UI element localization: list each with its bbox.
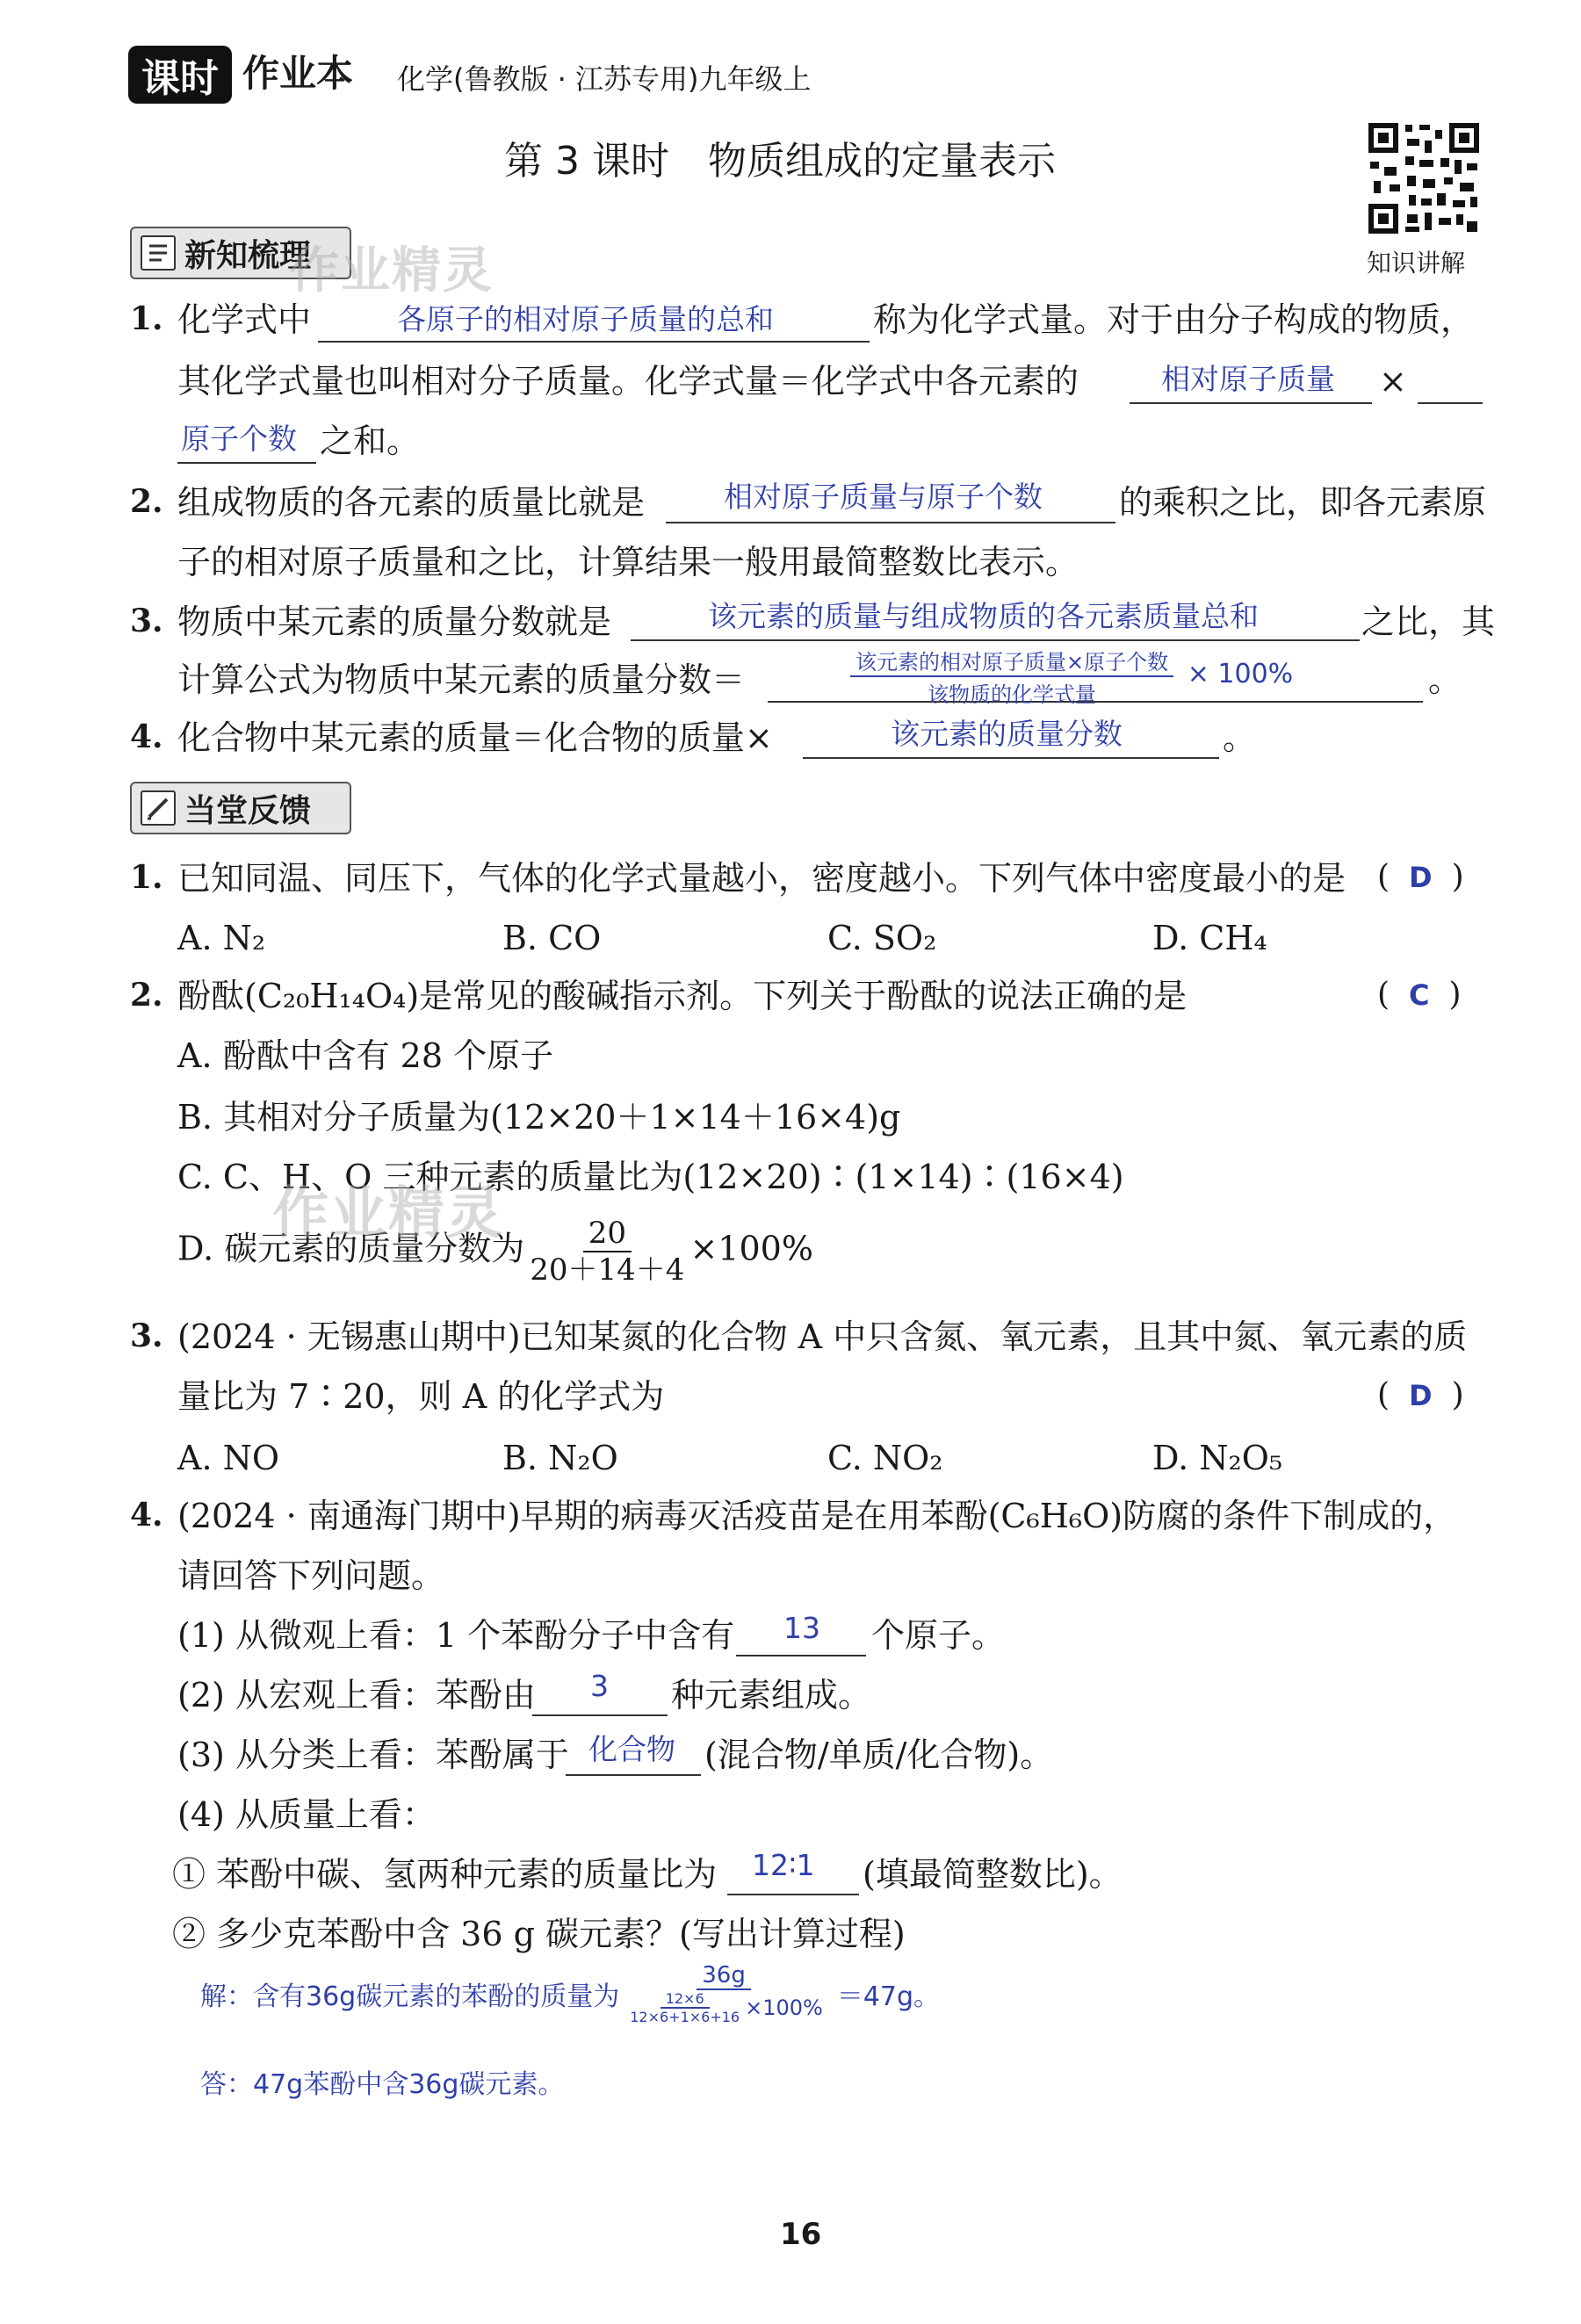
item-number: 2. [130, 483, 163, 520]
subquestion-text: (4) 从质量上看： [177, 1795, 436, 1834]
item-text: 子的相对原子质量和之比，计算结果一般用最简整数比表示。 [177, 543, 1079, 581]
answer-blank[interactable] [566, 1774, 701, 1776]
option-d[interactable]: D. N₂O₅ [1152, 1439, 1283, 1477]
option-d[interactable]: D. CH₄ [1152, 919, 1267, 957]
solution-fraction [619, 1962, 828, 2025]
item-text: 其化学式量也叫相对分子质量。化学式量＝化学式中各元素的 [177, 362, 1079, 401]
answer-bracket[interactable]: ( C ) [1377, 977, 1462, 1013]
fraction-numerator: 20 [583, 1216, 632, 1252]
question-text: 量比为 7∶20，则 A 的化学式为 [177, 1377, 665, 1416]
section-feedback [130, 782, 351, 834]
inner-denominator: 12×6+1×6+16 [630, 2009, 740, 2025]
subquestion-text: ② 多少克苯酚中含 36 g 碳元素？(写出计算过程) [172, 1915, 906, 1953]
answer-blank[interactable] [1418, 402, 1483, 404]
choice-answer: D [1409, 1379, 1433, 1412]
handwritten-answer: 13 [783, 1611, 820, 1645]
subquestion-text: ① 苯酚中碳、氢两种元素的质量比为 [172, 1855, 718, 1894]
item-text: 组成物质的各元素的质量比就是 [177, 483, 646, 522]
question-text: 请回答下列问题。 [177, 1556, 445, 1595]
handwritten-answer: 3 [590, 1669, 609, 1703]
item-number: 4. [130, 718, 163, 755]
subquestion-text: (混合物/单质/化合物)。 [704, 1736, 1054, 1774]
section-title: 当堂反馈 [184, 792, 312, 829]
answer-blank[interactable] [631, 639, 1360, 641]
answer-bracket[interactable]: ( D ) [1377, 859, 1464, 895]
solution-text: 解：含有36g碳元素的苯酚的质量为 [200, 1981, 620, 2012]
fraction-denominator: 该物质的化学式量 [928, 682, 1097, 707]
answer-blank[interactable] [532, 1714, 668, 1716]
subquestion-text: (2) 从宏观上看：苯酚由 [177, 1676, 536, 1714]
subquestion-text: 个原子。 [871, 1616, 1006, 1655]
brand-logo [128, 46, 232, 104]
item-text: 化学式中 [177, 300, 312, 339]
subquestion-text: (填最简整数比)。 [863, 1855, 1123, 1894]
answer-blank[interactable] [177, 462, 316, 464]
qr-code[interactable] [1367, 121, 1481, 235]
subject-label: 化学(鲁教版 · 江苏专用)九年级上 [397, 62, 812, 96]
item-text: × [1379, 362, 1407, 401]
handwritten-final-answer: 答：47g苯酚中含36g碳元素。 [200, 2069, 565, 2100]
item-text: 之比，其 [1361, 603, 1496, 641]
option-d-tail: ×100% [689, 1229, 813, 1268]
option-c[interactable]: C. C、H、O 三种元素的质量比为(12×20)∶(1×14)∶(16×4) [177, 1158, 1124, 1196]
handwritten-answer: 该元素的质量与组成物质的各元素质量总和 [708, 599, 1259, 633]
solution-result: ＝47g。 [836, 1981, 941, 2012]
handwritten-answer: 相对原子质量与原子个数 [724, 480, 1043, 514]
brand-text: 课时 [141, 56, 219, 101]
notebook-icon [141, 235, 176, 271]
question-number: 2. [130, 977, 163, 1014]
fraction-numerator: 36g [697, 1962, 751, 1990]
watermark: 作业精灵 [290, 242, 494, 300]
handwritten-answer: 相对原子质量 [1161, 362, 1335, 396]
question-text: (2024 · 南通海门期中)早期的病毒灭活疫苗是在用苯酚(C₆H₆O)防腐的条件下制成的， [177, 1497, 1457, 1535]
item-text: 。 [1428, 660, 1462, 699]
item-text: 计算公式为物质中某元素的质量分数＝ [177, 660, 746, 699]
item-number: 1. [130, 300, 163, 337]
question-text: (2024 · 无锡惠山期中)已知某氮的化合物 A 中只含氮、氧元素，且其中氮、氧元素的质 [177, 1317, 1468, 1356]
answer-blank[interactable] [727, 1894, 859, 1895]
subquestion-text: (1) 从微观上看：1 个苯酚分子中含有 [177, 1616, 735, 1655]
handwritten-answer: 12∶1 [752, 1848, 815, 1882]
answer-bracket[interactable]: ( D ) [1377, 1377, 1464, 1413]
inner-numerator: 12×6 [661, 1990, 710, 2009]
answer-blank[interactable] [666, 522, 1115, 523]
option-c[interactable]: C. NO₂ [827, 1439, 943, 1477]
inner-fraction [624, 1990, 745, 2025]
brand-subtitle: 作业本 [242, 52, 354, 95]
choice-answer: C [1409, 978, 1430, 1012]
answer-blank[interactable] [803, 757, 1219, 759]
question-number: 3. [130, 1317, 163, 1354]
pencil-icon [141, 790, 176, 826]
item-text: 之和。 [320, 422, 421, 460]
answer-blank[interactable] [736, 1655, 866, 1656]
handwritten-formula [850, 645, 1293, 708]
section-title: 新知梳理 [184, 237, 312, 274]
item-text: 的乘积之比，即各元素原 [1119, 483, 1487, 522]
question-number: 1. [130, 859, 163, 896]
option-b[interactable]: B. N₂O [502, 1439, 618, 1477]
choice-answer: D [1409, 861, 1433, 894]
item-text: 称为化学式量。对于由分子构成的物质， [873, 300, 1475, 339]
formula-fraction [850, 645, 1173, 708]
option-b[interactable]: B. 其相对分子质量为(12×20＋1×14＋16×4)g [177, 1098, 901, 1137]
qr-code-graphic [1367, 121, 1481, 235]
qr-label: 知识讲解 [1367, 249, 1466, 278]
fraction-denominator: 20＋14＋4 [530, 1252, 685, 1288]
lesson-title: 第 3 课时 物质组成的定量表示 [504, 139, 1056, 184]
option-a[interactable]: A. NO [177, 1439, 280, 1477]
page-number: 16 [780, 2217, 822, 2252]
item-text: 化合物中某元素的质量＝化合物的质量× [177, 718, 773, 757]
question-number: 4. [130, 1497, 163, 1534]
item-text: 物质中某元素的质量分数就是 [177, 603, 612, 641]
handwritten-answer: 原子个数 [181, 422, 297, 456]
percent-factor: × 100% [1187, 659, 1294, 689]
option-b[interactable]: B. CO [502, 919, 602, 957]
subquestion-text: 种元素组成。 [671, 1676, 872, 1714]
subquestion-text: (3) 从分类上看：苯酚属于 [177, 1736, 569, 1774]
handwritten-answer: 各原子的相对原子质量的总和 [397, 302, 774, 336]
option-d-fraction [524, 1216, 689, 1288]
answer-blank[interactable] [1130, 402, 1372, 404]
option-a[interactable]: A. 酚酞中含有 28 个原子 [177, 1036, 554, 1075]
item-text: 。 [1223, 718, 1257, 757]
answer-blank[interactable] [318, 341, 870, 343]
fraction-numerator: 该元素的相对原子质量×原子个数 [850, 645, 1173, 677]
handwritten-answer: 该元素的质量分数 [891, 717, 1123, 751]
watermark: 作业精灵 [272, 1181, 504, 1246]
handwritten-solution [200, 1962, 940, 2025]
fraction-denominator [619, 1990, 828, 2025]
question-text: 已知同温、同压下，气体的化学式量越小，密度越小。下列气体中密度最小的是 [177, 859, 1346, 898]
question-text: 酚酞(C₂₀H₁₄O₄)是常见的酸碱指示剂。下列关于酚酞的说法正确的是 [177, 977, 1188, 1015]
inner-percent: ×100% [745, 1996, 823, 2020]
item-number: 3. [130, 603, 163, 639]
handwritten-answer: 化合物 [588, 1732, 675, 1766]
option-a[interactable]: A. N₂ [177, 919, 266, 957]
option-d-text: D. 碳元素的质量分数为 [177, 1229, 525, 1268]
option-c[interactable]: C. SO₂ [827, 919, 937, 957]
